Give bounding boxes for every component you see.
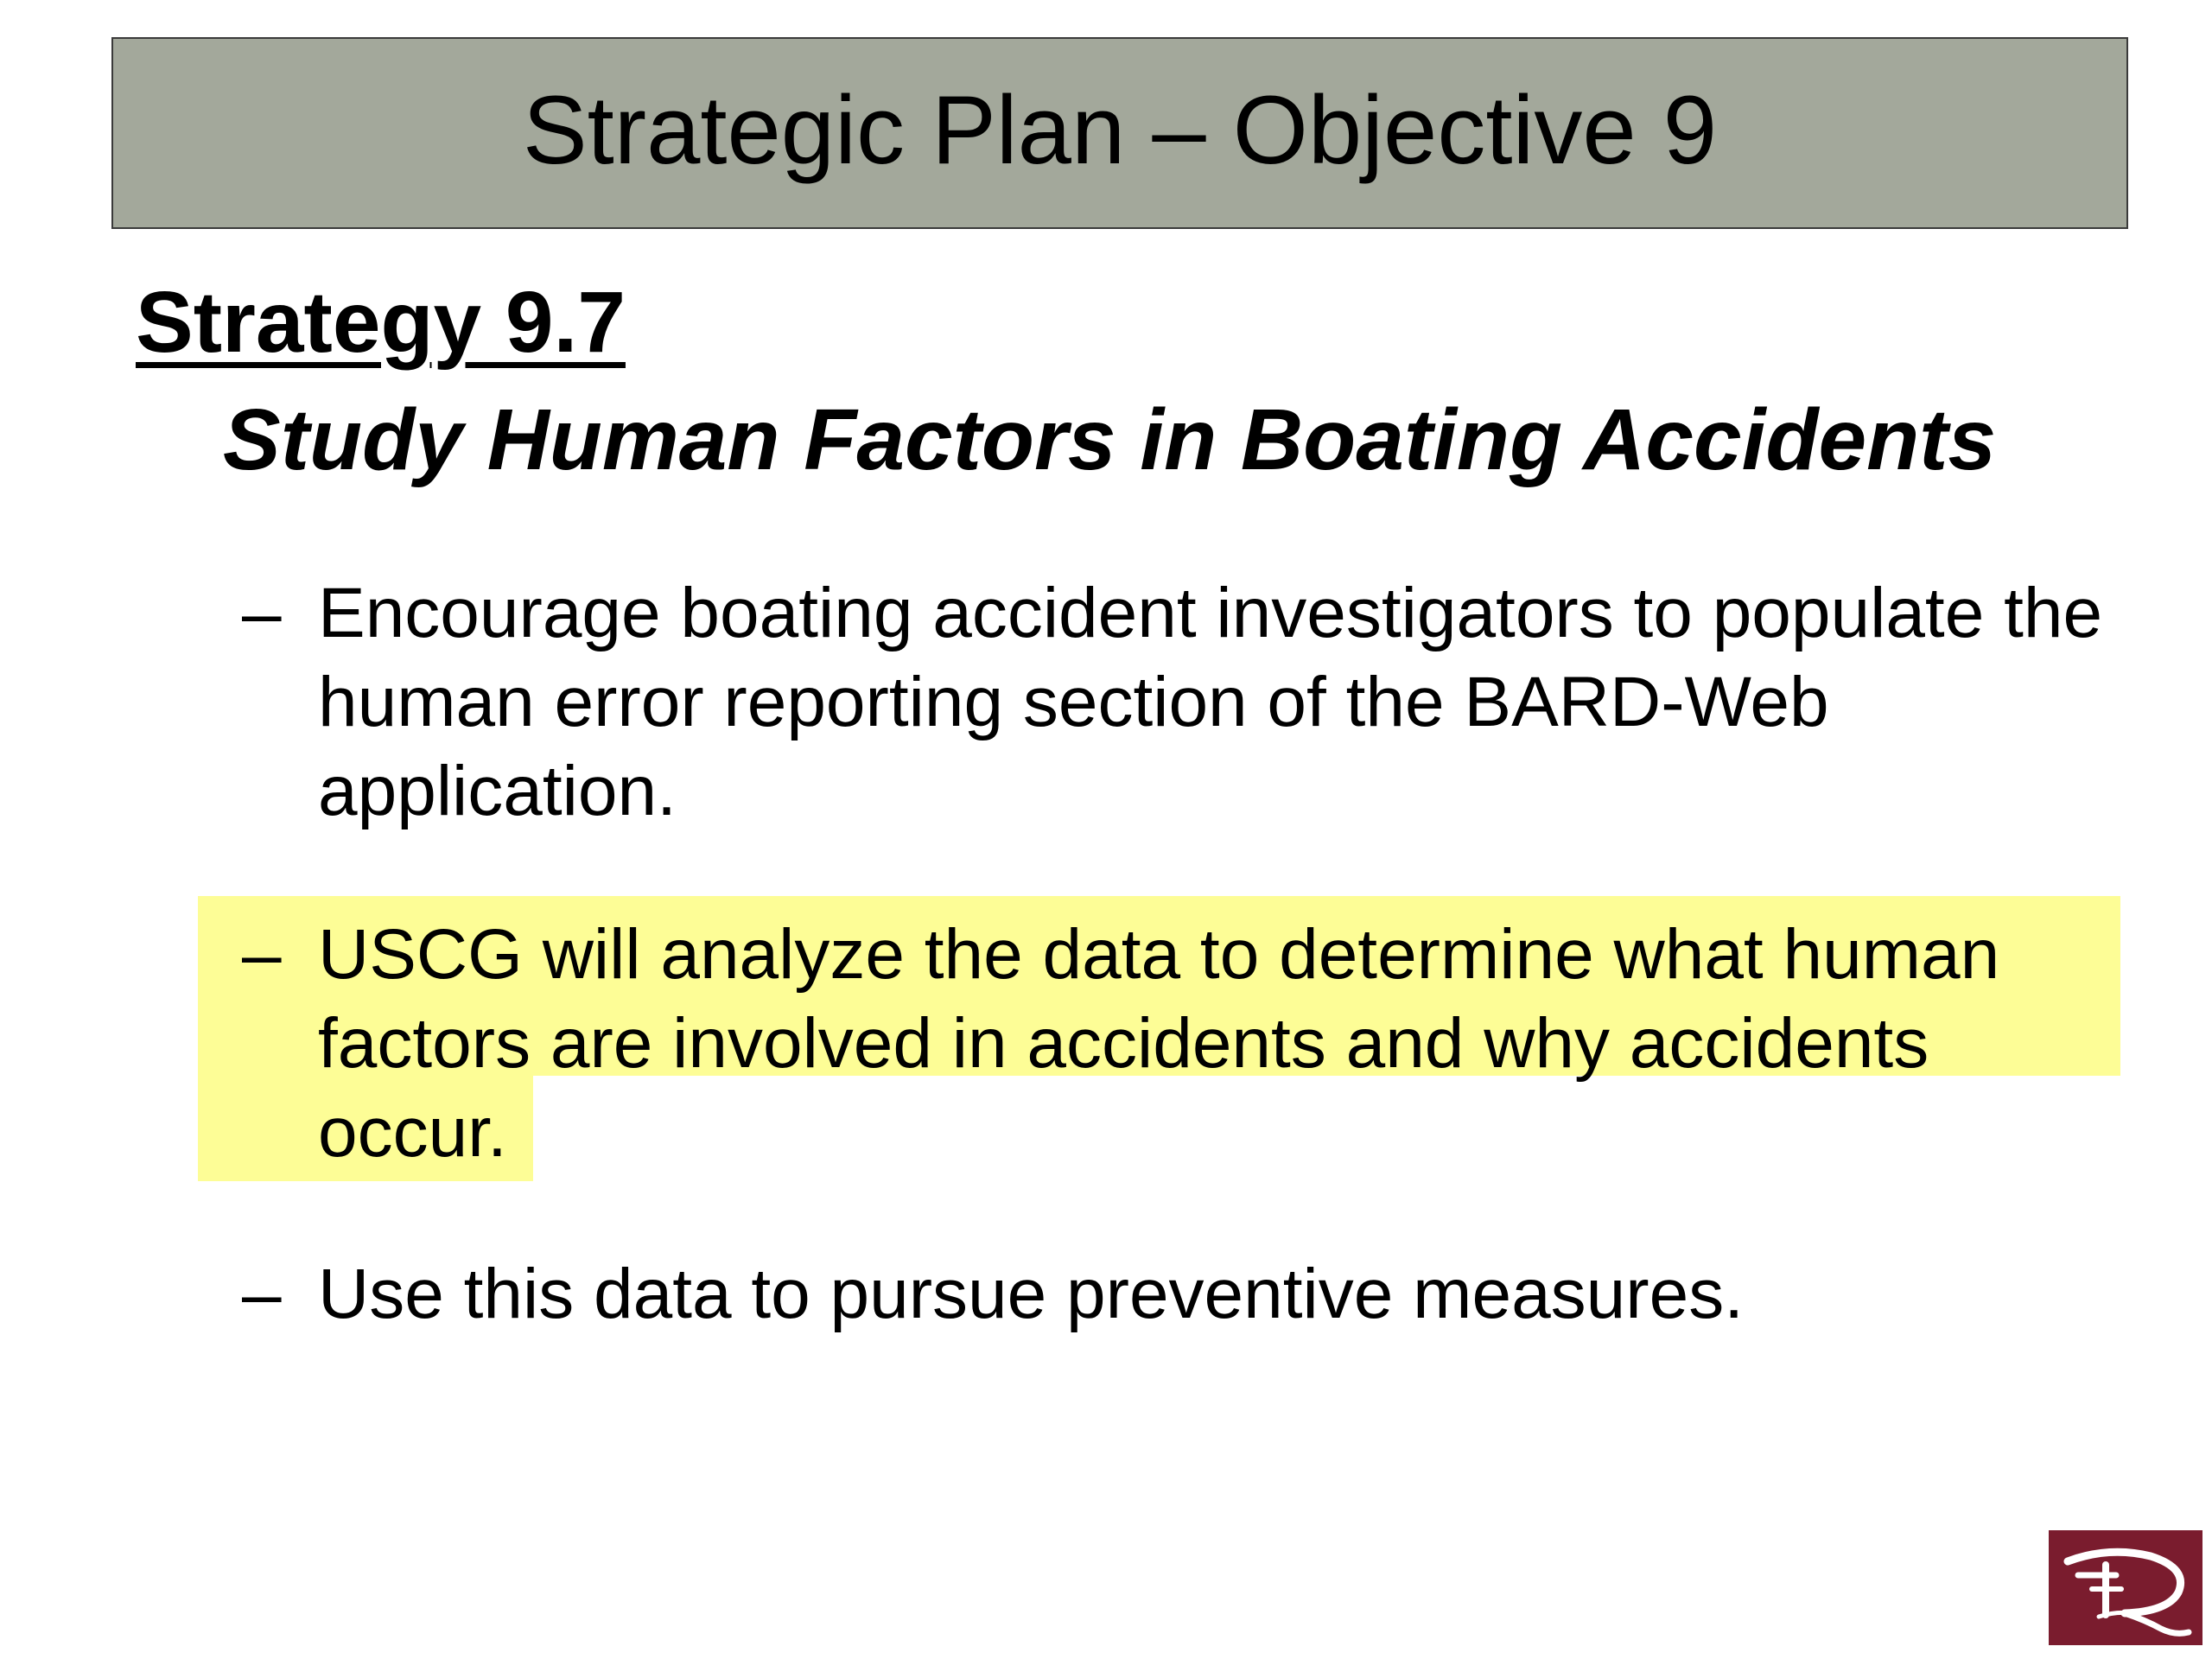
bullet-marker: – bbox=[242, 1255, 282, 1333]
bullet-text: Use this data to pursue preventive measures. bbox=[318, 1255, 1744, 1333]
bullet-text: Encourage boating accident investigators to populate the human error reporting section of the BARD-Web application. bbox=[318, 574, 2103, 830]
bullet-item bbox=[242, 569, 2143, 836]
bullet-item-highlighted bbox=[242, 910, 2143, 1177]
slide-title-bar bbox=[111, 37, 2128, 229]
bullet-marker: – bbox=[242, 915, 282, 994]
bullet-text: USCG will analyze the data to determine what human factors are involved in accidents and why accidents occur. bbox=[318, 915, 2000, 1172]
bullet-item bbox=[242, 1249, 2143, 1338]
dr-monogram-icon bbox=[2049, 1530, 2202, 1645]
strategy-title: Study Human Factors in Boating Accidents bbox=[223, 391, 1997, 488]
bullet-marker: – bbox=[242, 574, 282, 652]
strategy-label: Strategy 9.7 bbox=[136, 274, 626, 371]
slide-title: Strategic Plan – Objective 9 bbox=[522, 76, 1718, 184]
